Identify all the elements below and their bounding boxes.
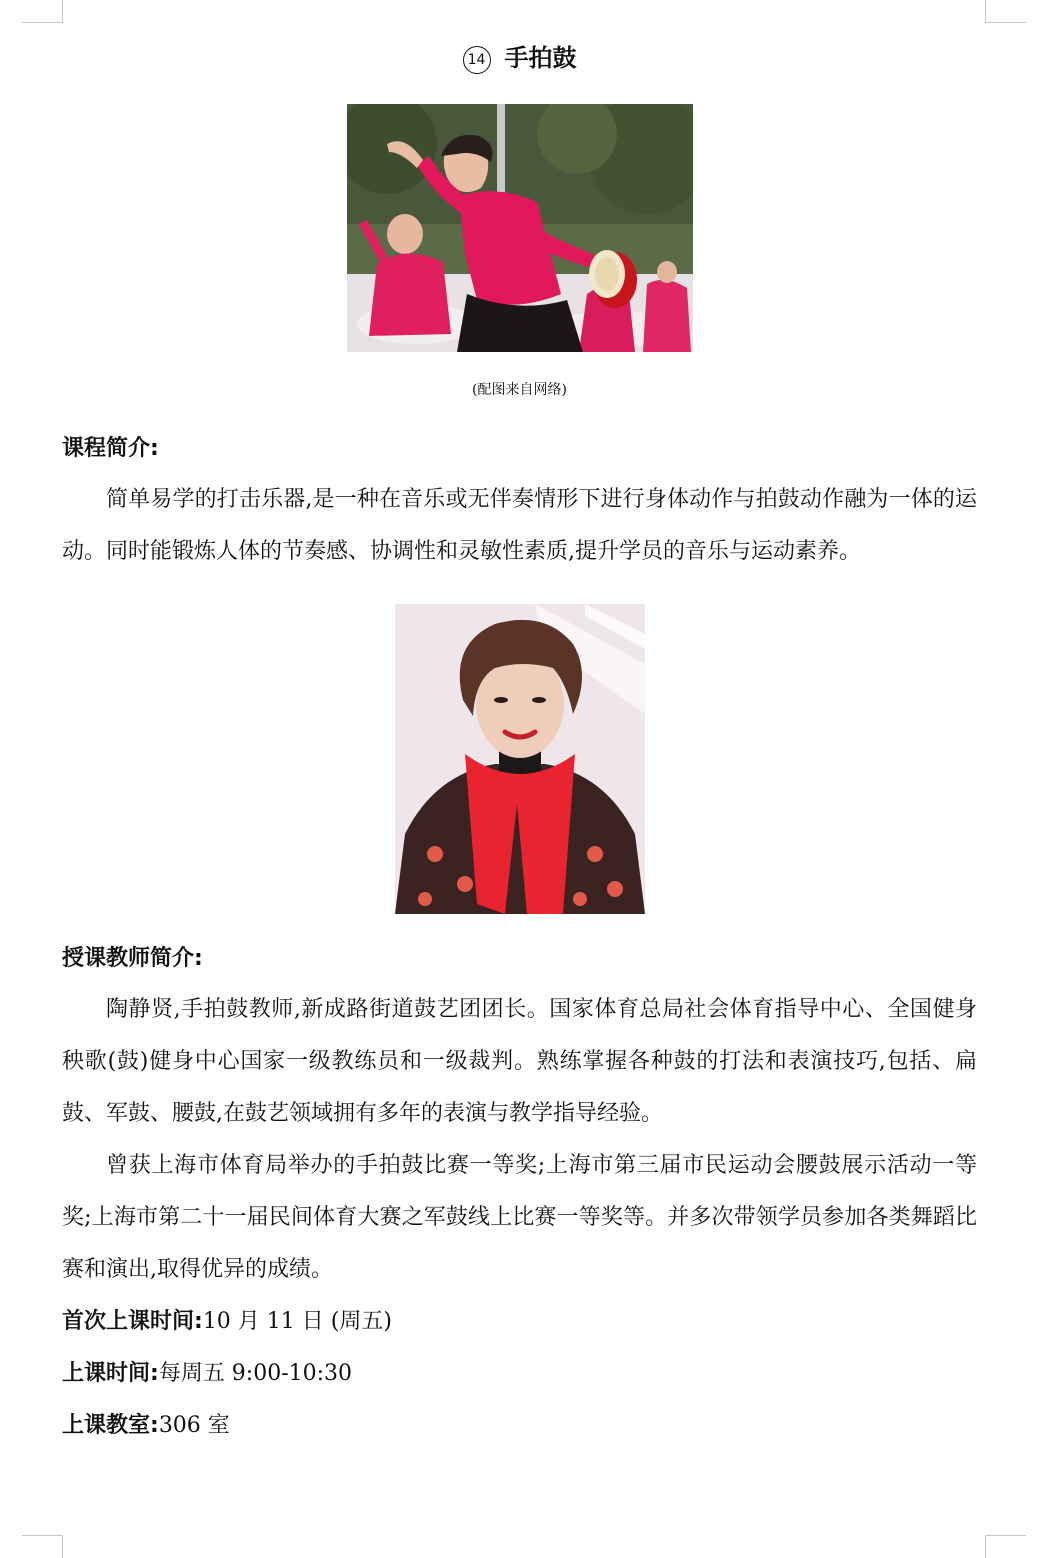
teacher-intro-heading: 授课教师简介:: [62, 946, 203, 971]
dance-performance-photo: [347, 104, 693, 352]
first-class-time-value: 10 月 11 日 (周五): [202, 1309, 392, 1334]
course-intro-text: 简单易学的打击乐器,是一种在音乐或无伴奏情形下进行身体动作与拍鼓动作融为一体的运动。同时能锻炼人体的节奏感、协调性和灵敏性素质,提升学员的音乐与运动素养。: [62, 487, 977, 564]
class-time-label: 上课时间:: [62, 1361, 159, 1386]
teacher-portrait-photo: [395, 604, 645, 914]
course-number-badge: 14: [463, 46, 491, 74]
class-time: [62, 1348, 977, 1400]
teacher-awards-paragraph: 曾获上海市体育局举办的手拍鼓比赛一等奖;上海市第三届市民运动会腰鼓展示活动一等奖;上海市第二十一届民间体育大赛之军鼓线上比赛一等奖等。并多次带领学员参加各类舞蹈比赛和演出,取得优异的成绩。: [62, 1153, 977, 1282]
classroom-label: 上课教室:: [62, 1413, 159, 1438]
page-corner-mark: [985, 1535, 1026, 1558]
course-intro-heading: 课程简介:: [62, 436, 159, 461]
classroom-value: 306 室: [158, 1413, 230, 1438]
class-time-value: 每周五 9:00-10:30: [158, 1361, 353, 1386]
page-corner-mark: [985, 0, 1026, 23]
course-title: [62, 38, 977, 78]
first-class-time-label: 首次上课时间:: [62, 1309, 203, 1334]
page-corner-mark: [22, 1535, 63, 1558]
course-title-text: 手拍鼓: [504, 44, 577, 72]
page-corner-mark: [22, 0, 63, 23]
first-class-time: [62, 1296, 977, 1348]
classroom: [62, 1400, 977, 1452]
document-page: [62, 38, 977, 1452]
photo-caption: (配图来自网络): [472, 382, 567, 398]
teacher-intro-paragraph: 陶静贤,手拍鼓教师,新成路街道鼓艺团团长。国家体育总局社会体育指导中心、全国健身秧歌(鼓)健身中心国家一级教练员和一级裁判。熟练掌握各种鼓的打法和表演技巧,包括、扁鼓、军鼓、腰鼓,在鼓艺领域拥有多年的表演与教学指导经验。: [62, 997, 977, 1126]
